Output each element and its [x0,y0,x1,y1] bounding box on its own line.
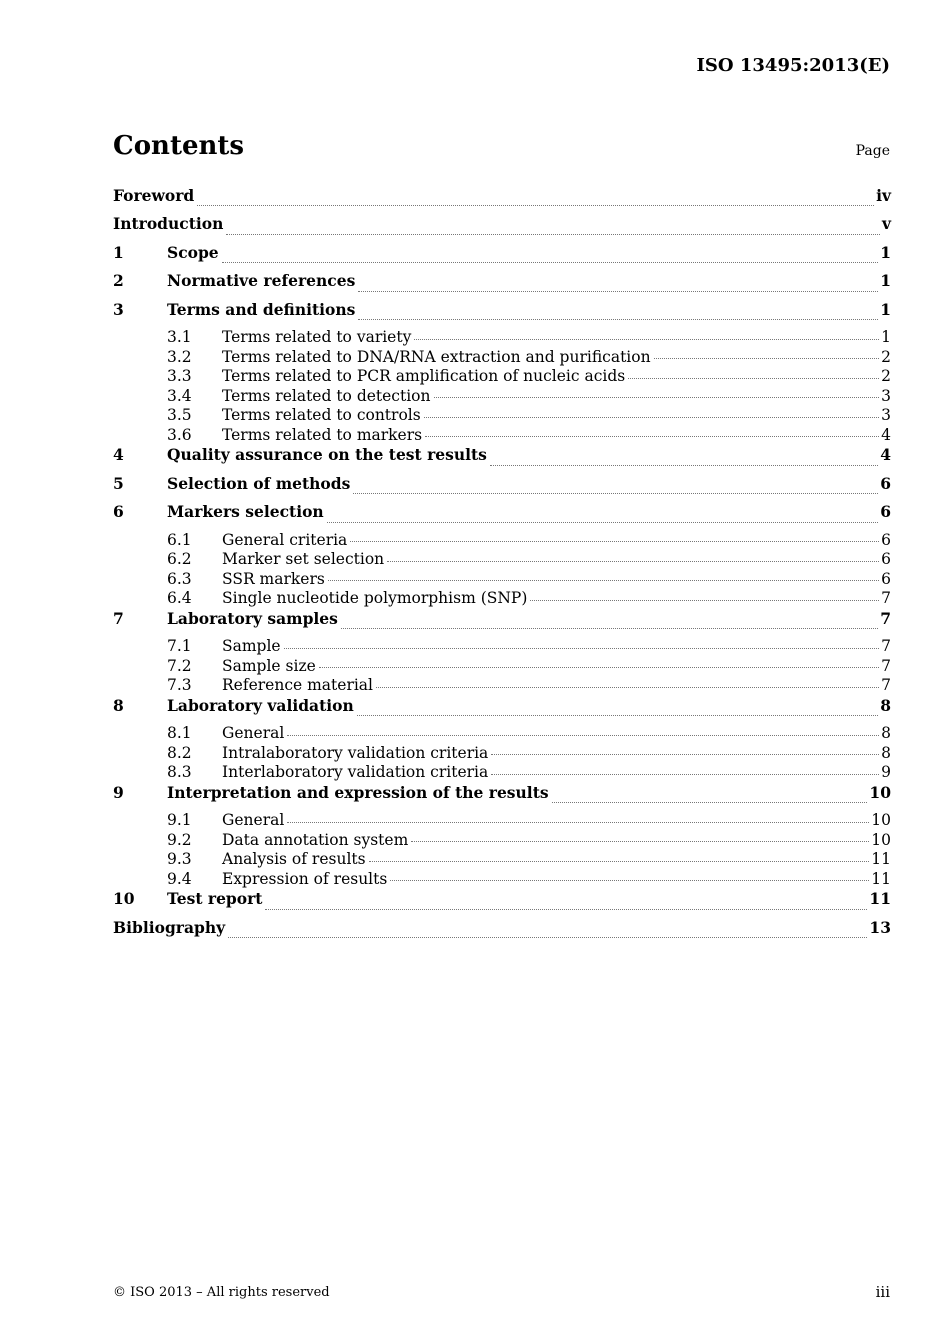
page-column-label: Page [855,143,890,159]
dot-leader [490,464,878,466]
dot-leader [414,338,879,340]
dot-leader [530,599,879,601]
toc-entry-number: 10 [113,889,135,908]
toc-entry-title: Analysis of results [222,850,366,868]
toc-entry[interactable] [113,445,891,474]
dot-leader [424,416,879,418]
toc-entry-title: Data annotation system [222,830,409,849]
toc-entry[interactable] [113,889,891,918]
toc-entry-number: 3.1 [167,328,192,346]
toc-entry[interactable] [113,696,891,725]
toc-entry-number: 9 [113,782,124,802]
dot-leader [287,734,879,736]
dot-leader [390,879,869,881]
toc-subentry[interactable] [113,850,891,870]
toc-entry-title: Terms related to markers [222,425,423,444]
toc-entry-page: v [881,214,891,233]
toc-entry-title: Terms related to PCR amplification of nucleic acids [222,367,626,385]
toc-entry-page: 7 [880,608,891,628]
toc-entry-title: Single nucleotide polymorphism (SNP) [222,589,528,607]
toc-entry-number: 8.1 [167,724,192,742]
dot-leader [387,560,879,562]
toc-entry[interactable] [113,609,891,638]
toc-subentry[interactable] [113,367,891,387]
toc-entry-title: Markers selection [167,502,324,521]
toc-subentry[interactable] [113,637,891,657]
toc-entry-title: Bibliography [113,917,226,937]
toc-subentry[interactable] [113,589,891,609]
toc-entry-number: 8.2 [167,743,192,762]
toc-entry-page: 7 [881,589,891,607]
dot-leader [350,540,879,542]
toc-entry-page: 13 [869,917,891,937]
toc-entry-number: 1 [113,242,124,262]
toc-entry[interactable] [113,783,891,812]
toc-subentry[interactable] [113,870,891,890]
toc-subentry[interactable] [113,387,891,407]
toc-entry-number: 3.3 [167,367,192,385]
toc-entry-title: Laboratory validation [167,695,354,715]
toc-entry-title: Expression of results [222,869,388,888]
toc-entry-page: 7 [881,637,891,655]
toc-entry-page: 6 [880,473,891,493]
toc-entry-title: Marker set selection [222,550,385,568]
toc-entry-page: 2 [881,367,891,385]
toc-entry-page: 3 [881,386,891,405]
toc-entry-page: 1 [880,242,891,262]
dot-leader [654,357,880,359]
dot-leader [226,233,880,235]
toc-entry-title: Laboratory samples [167,608,338,628]
document-id: ISO 13495:2013(E) [696,55,890,76]
toc-entry-number: 6.3 [167,569,192,588]
toc-entry-number: 3.4 [167,386,192,405]
dot-leader [552,801,868,803]
page-number: iii [875,1283,890,1301]
toc-entry-number: 7.1 [167,637,192,655]
dot-leader [491,773,879,775]
dot-leader [353,492,878,494]
toc-entry-number: 9.4 [167,869,192,888]
dot-leader [358,318,878,320]
toc-subentry[interactable] [113,406,891,426]
toc-subentry[interactable] [113,531,891,551]
toc-entry-page: 6 [881,569,891,588]
toc-entry-page: 8 [881,724,891,742]
toc-entry-number: 6 [113,502,124,521]
toc-entry[interactable] [113,186,891,214]
toc-subentry[interactable] [113,811,891,831]
toc-subentry[interactable] [113,831,891,851]
toc-entry-title: Interlaboratory validation criteria [222,763,489,781]
toc-entry-page: 4 [881,425,891,444]
toc-entry-number: 7 [113,608,124,628]
toc-entry-title: General [222,724,285,742]
toc-entry-page: 6 [880,502,891,521]
toc-entry-title: Sample [222,637,281,655]
toc-entry-number: 2 [113,271,124,290]
toc-entry-number: 3 [113,299,124,319]
dot-leader [327,521,879,523]
toc-entry-title: Test report [167,889,263,908]
toc-entry-page: 6 [881,530,891,549]
toc-entry-number: 3.5 [167,406,192,424]
toc-entry-title: Sample size [222,656,316,675]
toc-entry[interactable] [113,300,891,329]
dot-leader [228,936,867,938]
toc-entry-page: 11 [869,889,891,908]
dot-leader [628,377,879,379]
toc-entry-number: 7.3 [167,676,192,694]
toc-entry-page: 9 [881,763,891,781]
toc-entry-page: iv [876,186,891,205]
toc-entry-number: 7.2 [167,656,192,675]
dot-leader [284,647,880,649]
toc-entry-title: Introduction [113,214,224,233]
toc-entry-page: 10 [871,830,891,849]
toc-entry-title: Intralaboratory validation criteria [222,743,489,762]
toc-entry-title: Foreword [113,186,195,205]
dot-leader [358,290,878,292]
toc-entry-page: 8 [881,743,891,762]
dot-leader [411,840,869,842]
toc-entry-number: 6.2 [167,550,192,568]
toc-entry-page: 11 [871,850,891,868]
toc-subentry[interactable] [113,328,891,348]
toc-entry-page: 1 [880,271,891,290]
toc-entry-number: 9.1 [167,811,192,829]
toc-entry[interactable] [113,243,891,272]
toc-entry-title: Interpretation and expression of the results [167,782,549,802]
toc-entry-number: 3.2 [167,347,192,366]
dot-leader [425,435,879,437]
toc-entry-page: 11 [871,869,891,888]
toc-entry-title: Scope [167,242,219,262]
dot-leader [222,261,879,263]
toc-subentry[interactable] [113,676,891,696]
toc-entry-title: General [222,811,285,829]
dot-leader [376,686,879,688]
dot-leader [328,579,879,581]
toc-subentry[interactable] [113,763,891,783]
toc-entry-title: General criteria [222,530,348,549]
toc-entry-title: Terms related to DNA/RNA extraction and purification [222,347,651,366]
toc-subentry[interactable] [113,744,891,764]
toc-entry[interactable] [113,918,891,947]
toc-entry-number: 8.3 [167,763,192,781]
toc-entry-page: 6 [881,550,891,568]
dot-leader [434,396,880,398]
copyright-notice: © ISO 2013 – All rights reserved [113,1285,330,1300]
dot-leader [265,908,867,910]
toc-entry-title: Quality assurance on the test results [167,445,487,464]
dot-leader [491,753,879,755]
toc-entry-number: 6.1 [167,530,192,549]
toc-entry-page: 7 [881,676,891,694]
toc-subentry[interactable] [113,570,891,590]
page-title: Contents [113,131,245,161]
toc-entry-page: 3 [881,406,891,424]
toc-entry[interactable] [113,271,891,300]
toc-subentry[interactable] [113,724,891,744]
toc-subentry[interactable] [113,550,891,570]
dot-leader [319,666,879,668]
toc-entry-number: 9.2 [167,830,192,849]
toc-entry-title: Terms related to detection [222,386,431,405]
toc-entry-page: 4 [880,445,891,464]
table-of-contents [113,186,891,946]
toc-entry-number: 3.6 [167,425,192,444]
toc-entry-page: 8 [880,695,891,715]
toc-entry-title: Normative references [167,271,356,290]
toc-entry-number: 5 [113,473,124,493]
toc-subentry[interactable] [113,348,891,368]
dot-leader [357,714,878,716]
dot-leader [369,860,870,862]
dot-leader [287,821,869,823]
toc-entry-title: Terms and definitions [167,299,356,319]
toc-entry-page: 10 [869,782,891,802]
toc-entry[interactable] [113,474,891,503]
toc-subentry[interactable] [113,657,891,677]
toc-entry-title: Terms related to variety [222,328,412,346]
toc-subentry[interactable] [113,426,891,446]
toc-entry-title: Reference material [222,676,374,694]
toc-entry-page: 1 [880,299,891,319]
toc-entry[interactable] [113,502,891,531]
toc-entry-number: 6.4 [167,589,192,607]
toc-entry-page: 7 [881,656,891,675]
toc-entry-number: 8 [113,695,124,715]
toc-entry-page: 1 [881,328,891,346]
toc-entry-number: 4 [113,445,124,464]
toc-entry-page: 10 [871,811,891,829]
dot-leader [197,204,874,206]
toc-entry-page: 2 [881,347,891,366]
toc-entry[interactable] [113,214,891,243]
toc-entry-number: 9.3 [167,850,192,868]
toc-entry-title: Selection of methods [167,473,351,493]
toc-entry-title: Terms related to controls [222,406,421,424]
dot-leader [341,627,878,629]
toc-entry-title: SSR markers [222,569,325,588]
